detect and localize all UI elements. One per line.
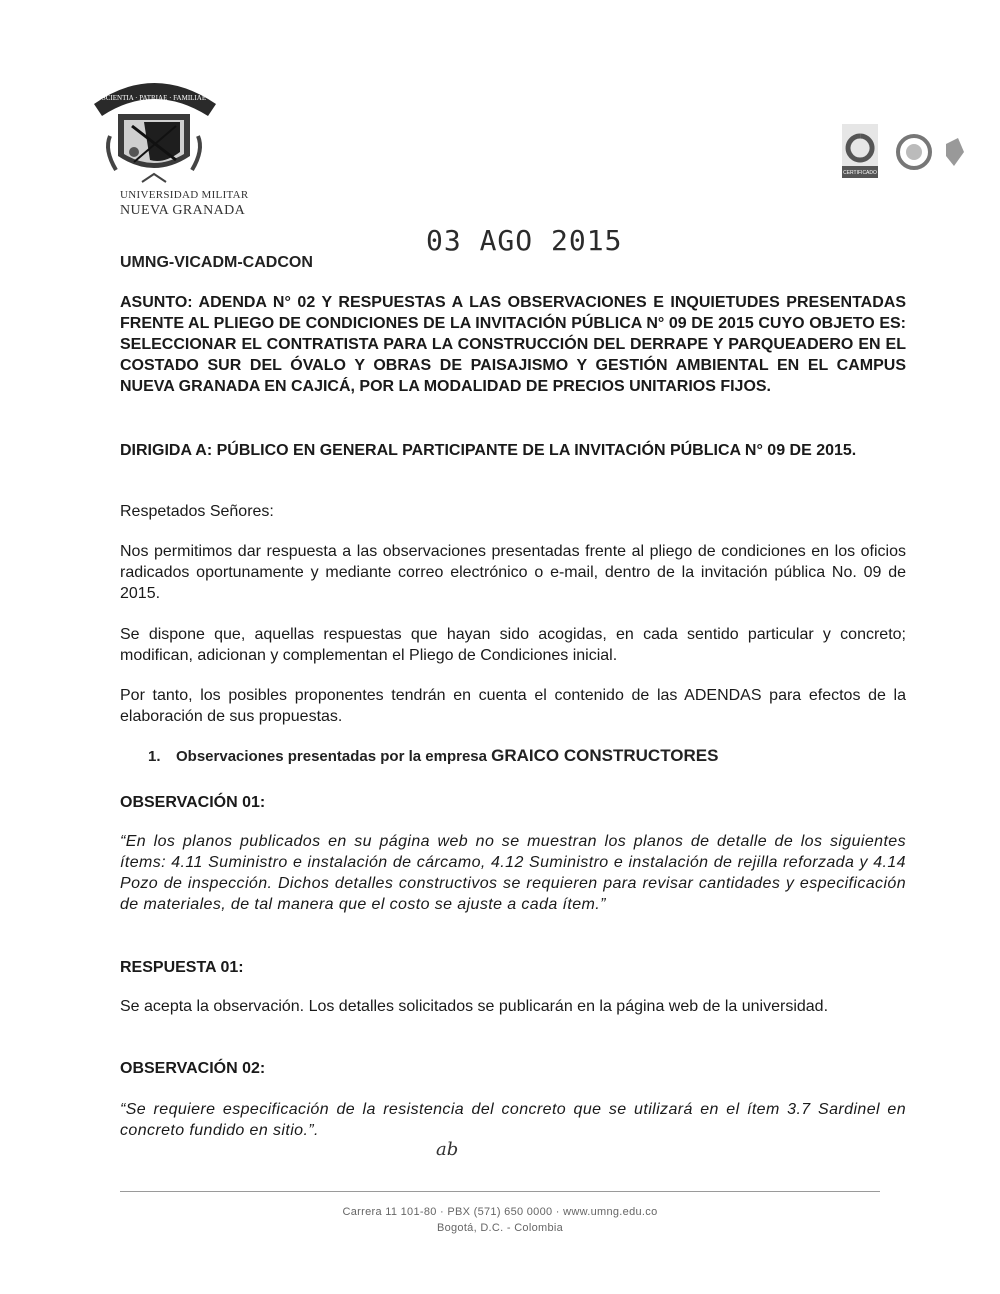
certification-seal-icon bbox=[838, 122, 978, 182]
section-1-heading bbox=[148, 746, 718, 766]
observation-2-text: “Se requiere especificación de la resistencia del concreto que se utilizará en el ítem 3.7 Sardinel en concreto fundido en sitio.”. bbox=[120, 1101, 906, 1139]
certification-logos bbox=[838, 122, 978, 182]
footer-address: Carrera 11 101-80 · PBX (571) 650 0000 · www.umng.edu.co bbox=[342, 1206, 658, 1218]
footer-divider bbox=[120, 1191, 880, 1192]
document-reference: UMNG-VICADM-CADCON bbox=[120, 254, 313, 271]
response-1-heading: RESPUESTA 01: bbox=[120, 959, 244, 976]
addressed-to: DIRIGIDA A: PÚBLICO EN GENERAL PARTICIPANTE DE LA INVITACIÓN PÚBLICA N° 09 DE 2015. bbox=[120, 442, 857, 459]
paragraph-2: Se dispone que, aquellas respuestas que hayan sido acogidas, en cada sentido particular y concreto; modifican, adicionan y complementan el Pliego de Condiciones inicial. bbox=[120, 626, 906, 664]
handwritten-initials: ab bbox=[436, 1139, 459, 1160]
university-name-line2: NUEVA GRANADA bbox=[120, 203, 246, 218]
paragraph-3: Por tanto, los posibles proponentes tendrán en cuenta el contenido de las ADENDAS para efectos de la elaboración de sus propuestas. bbox=[120, 687, 906, 725]
university-crest-icon bbox=[84, 70, 224, 190]
observation-1-heading: OBSERVACIÓN 01: bbox=[120, 794, 266, 811]
paragraph-1: Nos permitimos dar respuesta a las observaciones presentadas frente al pliego de condiciones en los oficios radicados oportunamente y mediante correo electrónico o e-mail, dentro de la invitación pública No. 09 de 2015. bbox=[120, 543, 906, 602]
university-name-line1: UNIVERSIDAD MILITAR bbox=[120, 189, 249, 201]
logo-motto: SCIENTIA · PATRIAE · FAMILIAE bbox=[101, 94, 207, 102]
section-1-label: Observaciones presentadas por la empresa bbox=[176, 748, 492, 765]
section-1-number: 1. bbox=[148, 748, 161, 765]
section-1-company: GRAICO CONSTRUCTORES bbox=[491, 746, 719, 765]
observation-2-heading: OBSERVACIÓN 02: bbox=[120, 1060, 266, 1077]
footer-city: Bogotá, D.C. - Colombia bbox=[436, 1222, 564, 1234]
university-logo bbox=[84, 70, 224, 190]
date-stamp: 03 AGO 2015 bbox=[426, 224, 623, 257]
greeting: Respetados Señores: bbox=[120, 503, 274, 520]
response-1-text: Se acepta la observación. Los detalles solicitados se publicarán en la página web de la universidad. bbox=[120, 998, 829, 1015]
document-subject: ASUNTO: ADENDA N° 02 Y RESPUESTAS A LAS OBSERVACIONES E INQUIETUDES PRESENTADAS FRENTE AL PLIEGO DE CONDICIONES DE LA INVITACIÓN PÚBLICA N° 09 DE 2015 CUYO OBJETO ES: SELECCIONAR EL CONTRATISTA PARA LA CONSTRUCCIÓN DEL DERRAPE Y PARQUEADERO EN EL COSTADO SUR DEL ÓVALO Y OBRAS DE PAISAJISMO Y GESTIÓN AMBIENTAL EN EL CAMPUS NUEVA GRANADA EN CAJICÁ, POR LA MODALIDAD DE PRECIOS UNITARIOS FIJOS. bbox=[120, 294, 906, 395]
cert-label: CERTIFICADO bbox=[843, 170, 877, 176]
observation-1-text: “En los planos publicados en su página web no se muestran los planos de detalle de los siguientes ítems: 4.11 Suministro e instalación de cárcamo, 4.12 Suministro e instalación de rejilla reforzada y 4.14 Pozo de inspección. Dichos detalles constructivos se requieren para revisar cantidades y especificación de materiales, de tal manera que el costo se ajuste a cada ítem.” bbox=[120, 833, 906, 913]
